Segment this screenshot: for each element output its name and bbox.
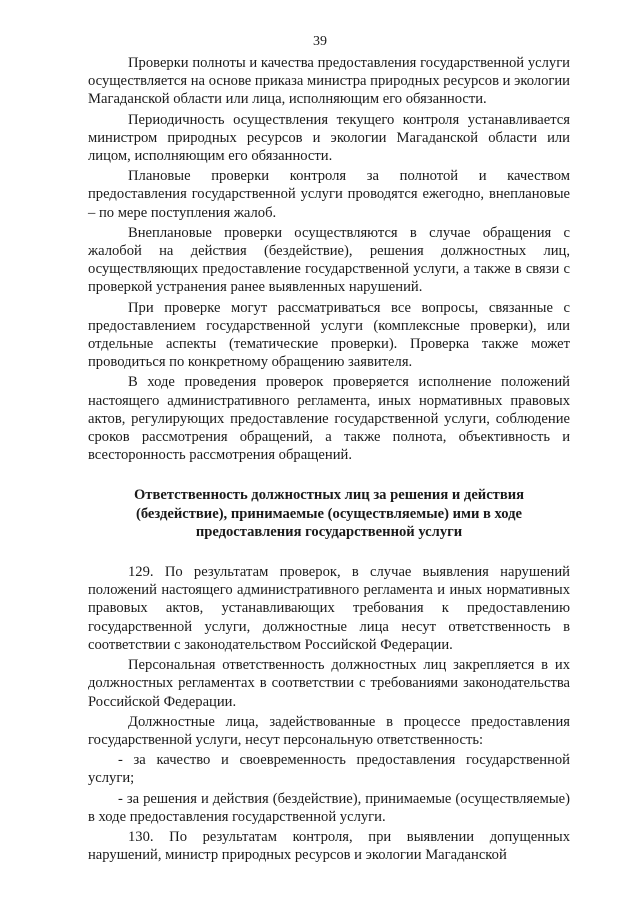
paragraph: Проверки полноты и качества предоставления государственной услуги осуществляется на основе приказа министра природных ресурсов и экологии Магаданской области или лица, исполняющим его обязанности. [88, 55, 570, 108]
page-number: 39 [313, 34, 327, 49]
list-item: - за качество и своевременность предоставления государственной услуги; [88, 752, 570, 787]
paragraph: Внеплановые проверки осуществляются в случае обращения с жалобой на действия (бездействие), решения должностных лиц, осуществляющих предоставление государственной услуги, а также в связи с проверкой устранения ранее выявленных нарушений. [88, 224, 570, 296]
paragraph: В ходе проведения проверок проверяется исполнение положений настоящего административного регламента, иных нормативных правовых актов, регулирующих предоставление государственной услуги, соблюдение сроков рассмотрения обращений, а также полнота, объективность и всесторонность рассмотрения обращений. [88, 374, 570, 464]
section-heading: Ответственность должностных лиц за решения и действия (бездействие), принимаемые (осуществляемые) ими в ходе предоставления государственной услуги [133, 487, 525, 540]
paragraph-130: 130. По результатам контроля, при выявлении допущенных нарушений, министр природных ресурсов и экологии Магаданской [88, 828, 570, 864]
paragraph: Должностные лица, задействованные в процессе предоставления государственной услуги, несут персональную ответственность: [88, 713, 570, 748]
paragraph-129: 129. По результатам проверок, в случае выявления нарушений положений настоящего административного регламента и иных нормативных правовых актов, устанавливающих требования к предоставлению государственной услуги, должностные лица несут ответственность в соответствии с законодательством Российской Федерации. [88, 564, 570, 653]
list-item: - за решения и действия (бездействие), принимаемые (осуществляемые) в ходе предоставления государственной услуги. [88, 790, 570, 825]
scan-artifact [258, 8, 378, 18]
paragraph: Персональная ответственность должностных лиц закрепляется в их должностных регламентах в соответствии с требованиями законодательства Российской Федерации. [88, 657, 570, 710]
document-body [88, 54, 570, 866]
paragraph: Периодичность осуществления текущего контроля устанавливается министром природных ресурсов и экологии Магаданской области или лицом, исполняющим его обязанности. [88, 111, 570, 165]
paragraph: Плановые проверки контроля за полнотой и качеством предоставления государственной услуги проводятся ежегодно, внеплановые – по мере поступления жалоб. [88, 168, 570, 221]
paragraph: При проверке могут рассматриваться все вопросы, связанные с предоставлением государственной услуги (комплексные проверки), или отдельные аспекты (тематические проверки). Проверка также может проводиться по конкретному обращению заявителя. [88, 299, 570, 371]
